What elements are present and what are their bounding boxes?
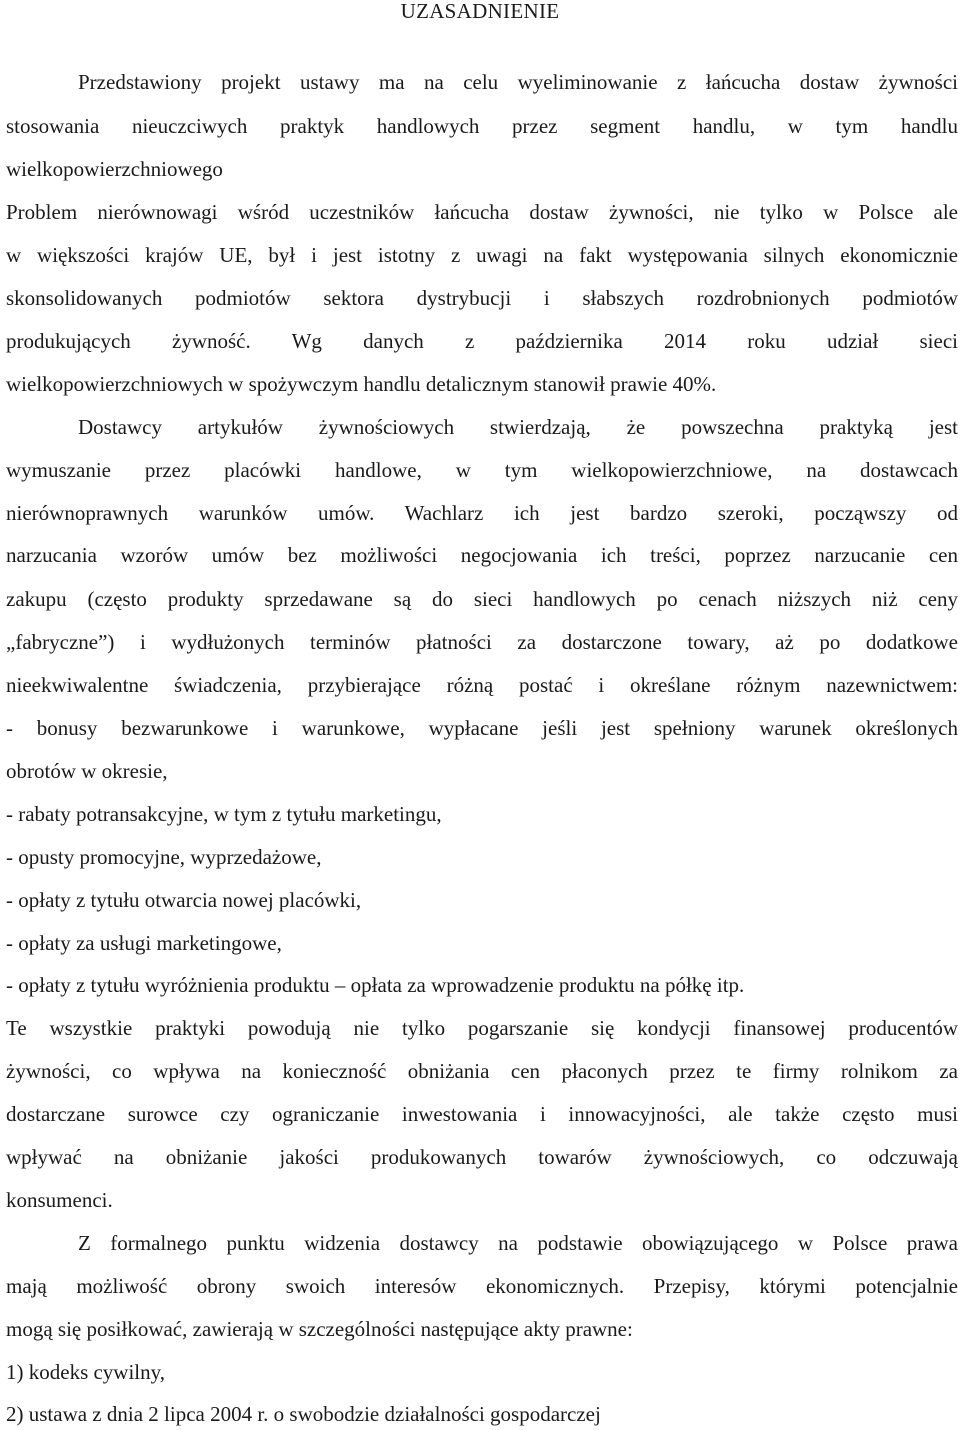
list-item: - opłaty za usługi marketingowe, <box>6 931 282 955</box>
text-line: żywności, co wpływa na konieczność obniżania cen płaconych przez te firmy rolnikom za <box>6 1059 958 1083</box>
text-line: narzucania wzorów umów bez możliwości negocjowania ich treści, poprzez narzucanie cen <box>6 543 958 567</box>
text-line: „fabryczne”) i wydłużonych terminów płatności za dostarczone towary, aż po dodatkowe <box>6 630 958 654</box>
text-line: nierównoprawnych warunków umów. Wachlarz ich jest bardzo szeroki, począwszy od <box>6 501 958 525</box>
text-line: wielkopowierzchniowych w spożywczym handlu detalicznym stanowił prawie 40%. <box>6 372 717 396</box>
list-item-continuation: obrotów w okresie, <box>6 759 168 783</box>
list-item: - opłaty z tytułu wyróżnienia produktu – opłata za wprowadzenie produktu na półkę itp. <box>6 973 745 997</box>
text-line: Z formalnego punktu widzenia dostawcy na podstawie obowiązującego w Polsce prawa <box>78 1231 958 1255</box>
text-line: konsumenci. <box>6 1188 113 1212</box>
list-item: - opusty promocyjne, wyprzedażowe, <box>6 845 322 869</box>
text-line: Te wszystkie praktyki powodują nie tylko pogarszanie się kondycji finansowej producentów <box>6 1016 958 1040</box>
text-line: mają możliwość obrony swoich interesów ekonomicznych. Przepisy, którymi potencjalnie <box>6 1274 958 1298</box>
text-line: wymuszanie przez placówki handlowe, w tym wielkopowierzchniowe, na dostawcach <box>6 458 958 482</box>
list-item: - bonusy bezwarunkowe i warunkowe, wypłacane jeśli jest spełniony warunek określonych <box>6 716 958 740</box>
text-line: stosowania nieuczciwych praktyk handlowych przez segment handlu, w tym handlu <box>6 114 958 138</box>
text-line: mogą się posiłkować, zawierają w szczególności następujące akty prawne: <box>6 1317 633 1341</box>
list-item: 2) ustawa z dnia 2 lipca 2004 r. o swobodzie działalności gospodarczej <box>6 1402 601 1426</box>
text-line: produkujących żywność. Wg danych z października 2014 roku udział sieci <box>6 329 958 353</box>
list-item: - rabaty potransakcyjne, w tym z tytułu marketingu, <box>6 802 442 826</box>
text-line: Przedstawiony projekt ustawy ma na celu wyeliminowanie z łańcucha dostaw żywności <box>78 70 958 94</box>
list-item: - opłaty z tytułu otwarcia nowej placówki, <box>6 888 362 912</box>
text-line: nieekwiwalentne świadczenia, przybierające różną postać i określane różnym nazewnictwem: <box>6 673 958 697</box>
text-line: Problem nierównowagi wśród uczestników łańcucha dostaw żywności, nie tylko w Polsce ale <box>6 200 958 224</box>
text-line: wpływać na obniżanie jakości produkowanych towarów żywnościowych, co odczuwają <box>6 1145 958 1169</box>
text-line: wielkopowierzchniowego <box>6 157 223 181</box>
document-title: UZASADNIENIE <box>400 0 560 23</box>
text-line: dostarczane surowce czy ograniczanie inwestowania i innowacyjności, ale także często musi <box>6 1102 958 1126</box>
list-item: 1) kodeks cywilny, <box>6 1360 166 1384</box>
text-line: skonsolidowanych podmiotów sektora dystrybucji i słabszych rozdrobnionych podmiotów <box>6 286 958 310</box>
text-line: zakupu (często produkty sprzedawane są do sieci handlowych po cenach niższych niż ceny <box>6 587 958 611</box>
text-line: Dostawcy artykułów żywnościowych stwierdzają, że powszechna praktyką jest <box>78 415 958 439</box>
text-line: w większości krajów UE, był i jest istotny z uwagi na fakt występowania silnych ekonomicznie <box>6 243 958 267</box>
